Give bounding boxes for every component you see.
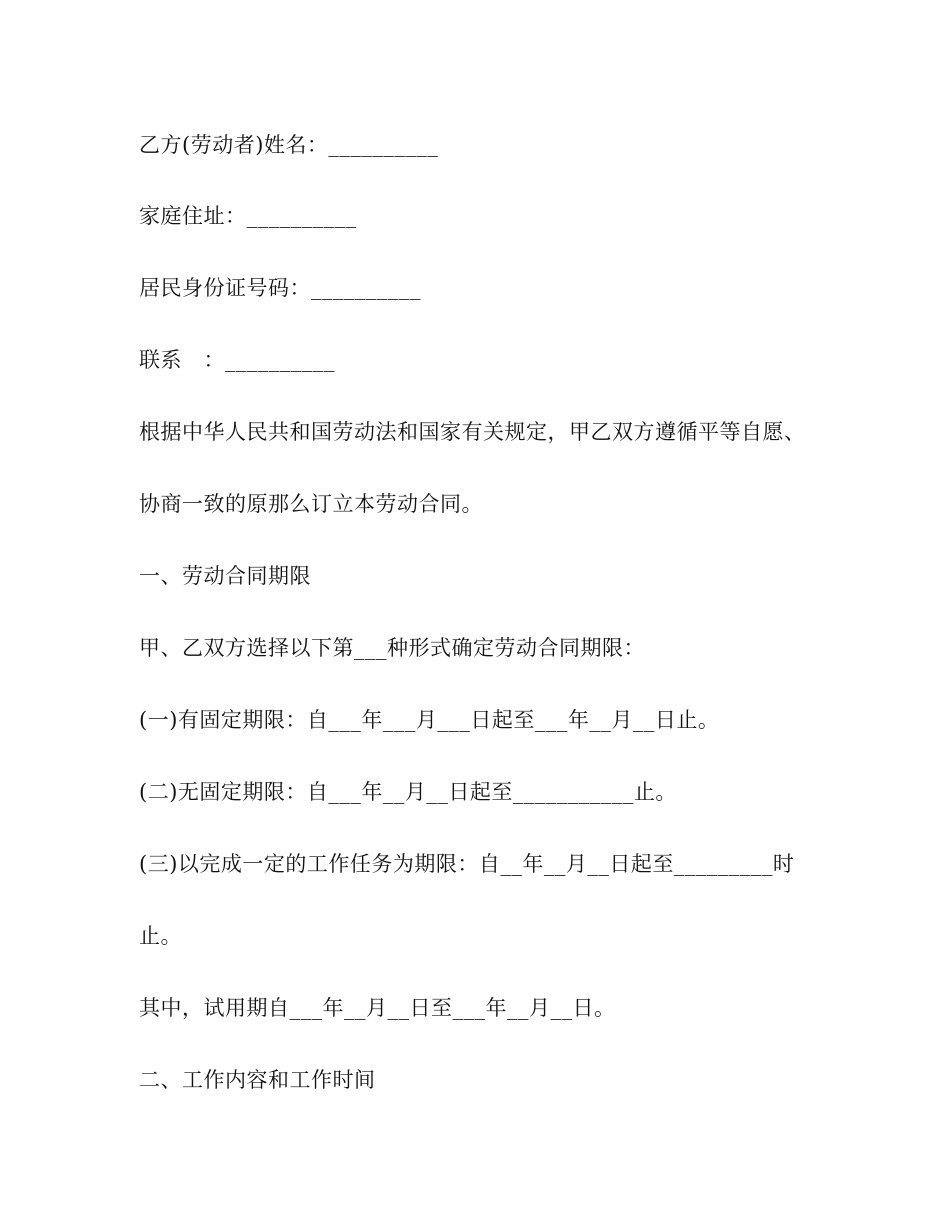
id-number-line: 居民身份证号码：__________ (139, 276, 421, 300)
section-1-heading: 一、劳动合同期限 (139, 564, 311, 588)
preamble-line-2: 协商一致的原那么订立本劳动合同。 (139, 492, 483, 516)
home-address-line: 家庭住址：__________ (139, 204, 357, 228)
task-term-line-1: (三)以完成一定的工作任务为期限：自__年__月__日起至_________时 (139, 852, 795, 876)
section-2-heading: 二、工作内容和工作时间 (139, 1068, 376, 1092)
task-term-line-2: 止。 (139, 924, 182, 948)
open-term-line: (二)无固定期限：自___年__月__日起至___________止。 (139, 780, 677, 804)
term-choice-line: 甲、乙双方选择以下第___种形式确定劳动合同期限： (139, 636, 645, 660)
fixed-term-line: (一)有固定期限：自___年___月___日起至___年__月__日止。 (139, 708, 720, 732)
party-b-name-line: 乙方(劳动者)姓名：__________ (139, 133, 439, 157)
probation-line: 其中，试用期自___年__月__日至___年__月__日。 (139, 996, 616, 1020)
contact-line: 联系 ：__________ (139, 348, 336, 372)
preamble-line-1: 根据中华人民共和国劳动法和国家有关规定，甲乙双方遵循平等自愿、 (139, 420, 806, 444)
